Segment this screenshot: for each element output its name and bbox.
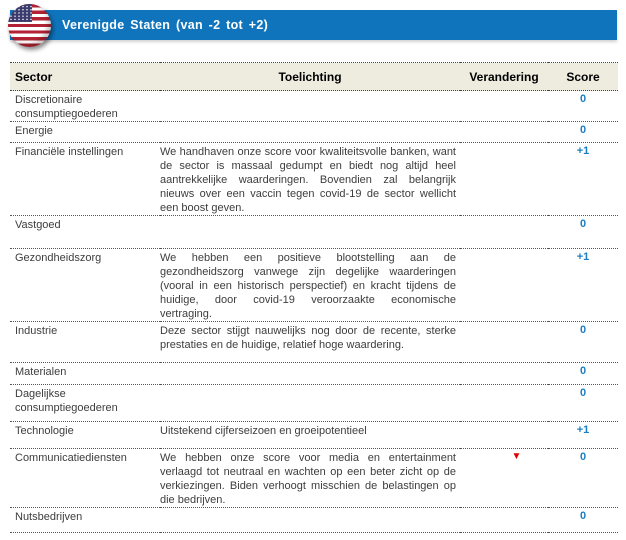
table-row xyxy=(10,143,618,216)
table-row xyxy=(10,422,618,449)
sector-comment xyxy=(160,216,460,249)
sector-comment: We handhaven onze score voor kwaliteitsvolle banken, want de sector is massaal gedumpt en biedt nog altijd heel aantrekkelijke waarderingen. Bovendien zal belangrijk nieuws over een vaccin tegen covid-19 de sector wellicht een boost geven. xyxy=(160,143,460,216)
sector-score: +1 xyxy=(548,143,618,216)
table-header-row xyxy=(10,63,618,91)
sector-name: Communicatiediensten xyxy=(10,449,160,508)
change-indicator xyxy=(460,249,548,322)
change-indicator xyxy=(460,508,548,533)
sector-comment xyxy=(160,385,460,422)
sector-score: 0 xyxy=(548,385,618,422)
change-indicator xyxy=(460,385,548,422)
sector-comment xyxy=(160,122,460,143)
sector-name: Energie xyxy=(10,122,160,143)
column-header-sector: Sector xyxy=(10,63,160,91)
table-row xyxy=(10,508,618,533)
sector-comment xyxy=(160,508,460,533)
page-title: Verenigde Staten (van -2 tot +2) xyxy=(62,18,269,32)
column-header-verandering: Verandering xyxy=(460,63,548,91)
sector-score: 0 xyxy=(548,449,618,508)
sector-name: Materialen xyxy=(10,363,160,385)
sector-name: Dagelijkse consumptiegoederen xyxy=(10,385,160,422)
change-indicator xyxy=(460,216,548,249)
sector-score-table xyxy=(10,62,618,533)
sector-comment xyxy=(160,363,460,385)
sector-score: 0 xyxy=(548,508,618,533)
us-flag-canton xyxy=(8,4,32,22)
change-indicator xyxy=(460,422,548,449)
sector-score: +1 xyxy=(548,249,618,322)
sector-name: Discretionaire consumptiegoederen xyxy=(10,91,160,122)
table-row xyxy=(10,216,618,249)
sector-comment: We hebben een positieve blootstelling aan de gezondheidszorg vanwege zijn degelijke waarderingen (vooral in een historisch perspectief) en kracht tijdens de huidige, door covid-19 veroorzaakte economische vertraging. xyxy=(160,249,460,322)
sector-name: Financiële instellingen xyxy=(10,143,160,216)
sector-name: Vastgoed xyxy=(10,216,160,249)
sector-comment xyxy=(160,91,460,122)
decrease-triangle-icon: ▼ xyxy=(460,449,548,508)
change-indicator xyxy=(460,91,548,122)
sector-name: Nutsbedrijven xyxy=(10,508,160,533)
column-header-score: Score xyxy=(548,63,618,91)
sector-score: 0 xyxy=(548,91,618,122)
sector-score: +1 xyxy=(548,422,618,449)
sector-name: Gezondheidszorg xyxy=(10,249,160,322)
us-flag-icon xyxy=(8,4,51,47)
change-indicator xyxy=(460,122,548,143)
change-indicator xyxy=(460,143,548,216)
column-header-toelichting: Toelichting xyxy=(160,63,460,91)
table-row xyxy=(10,91,618,122)
change-indicator xyxy=(460,322,548,363)
sector-comment: Uitstekend cijferseizoen en groeipotentieel xyxy=(160,422,460,449)
table-row xyxy=(10,385,618,422)
table-row xyxy=(10,122,618,143)
table-row xyxy=(10,363,618,385)
sector-name: Technologie xyxy=(10,422,160,449)
table-row xyxy=(10,322,618,363)
sector-name: Industrie xyxy=(10,322,160,363)
sector-score: 0 xyxy=(548,322,618,363)
sector-score: 0 xyxy=(548,122,618,143)
table-row xyxy=(10,449,618,508)
change-indicator xyxy=(460,363,548,385)
sector-comment: Deze sector stijgt nauwelijks nog door de recente, sterke prestaties en de huidige, relatief hoge waardering. xyxy=(160,322,460,363)
table-row xyxy=(10,249,618,322)
sector-score: 0 xyxy=(548,363,618,385)
sector-score: 0 xyxy=(548,216,618,249)
sector-comment: We hebben onze score voor media en entertainment verlaagd tot neutraal en wachten op een beter zicht op de verkiezingen. Biden verhoogt misschien de belastingen op die bedrijven. xyxy=(160,449,460,508)
